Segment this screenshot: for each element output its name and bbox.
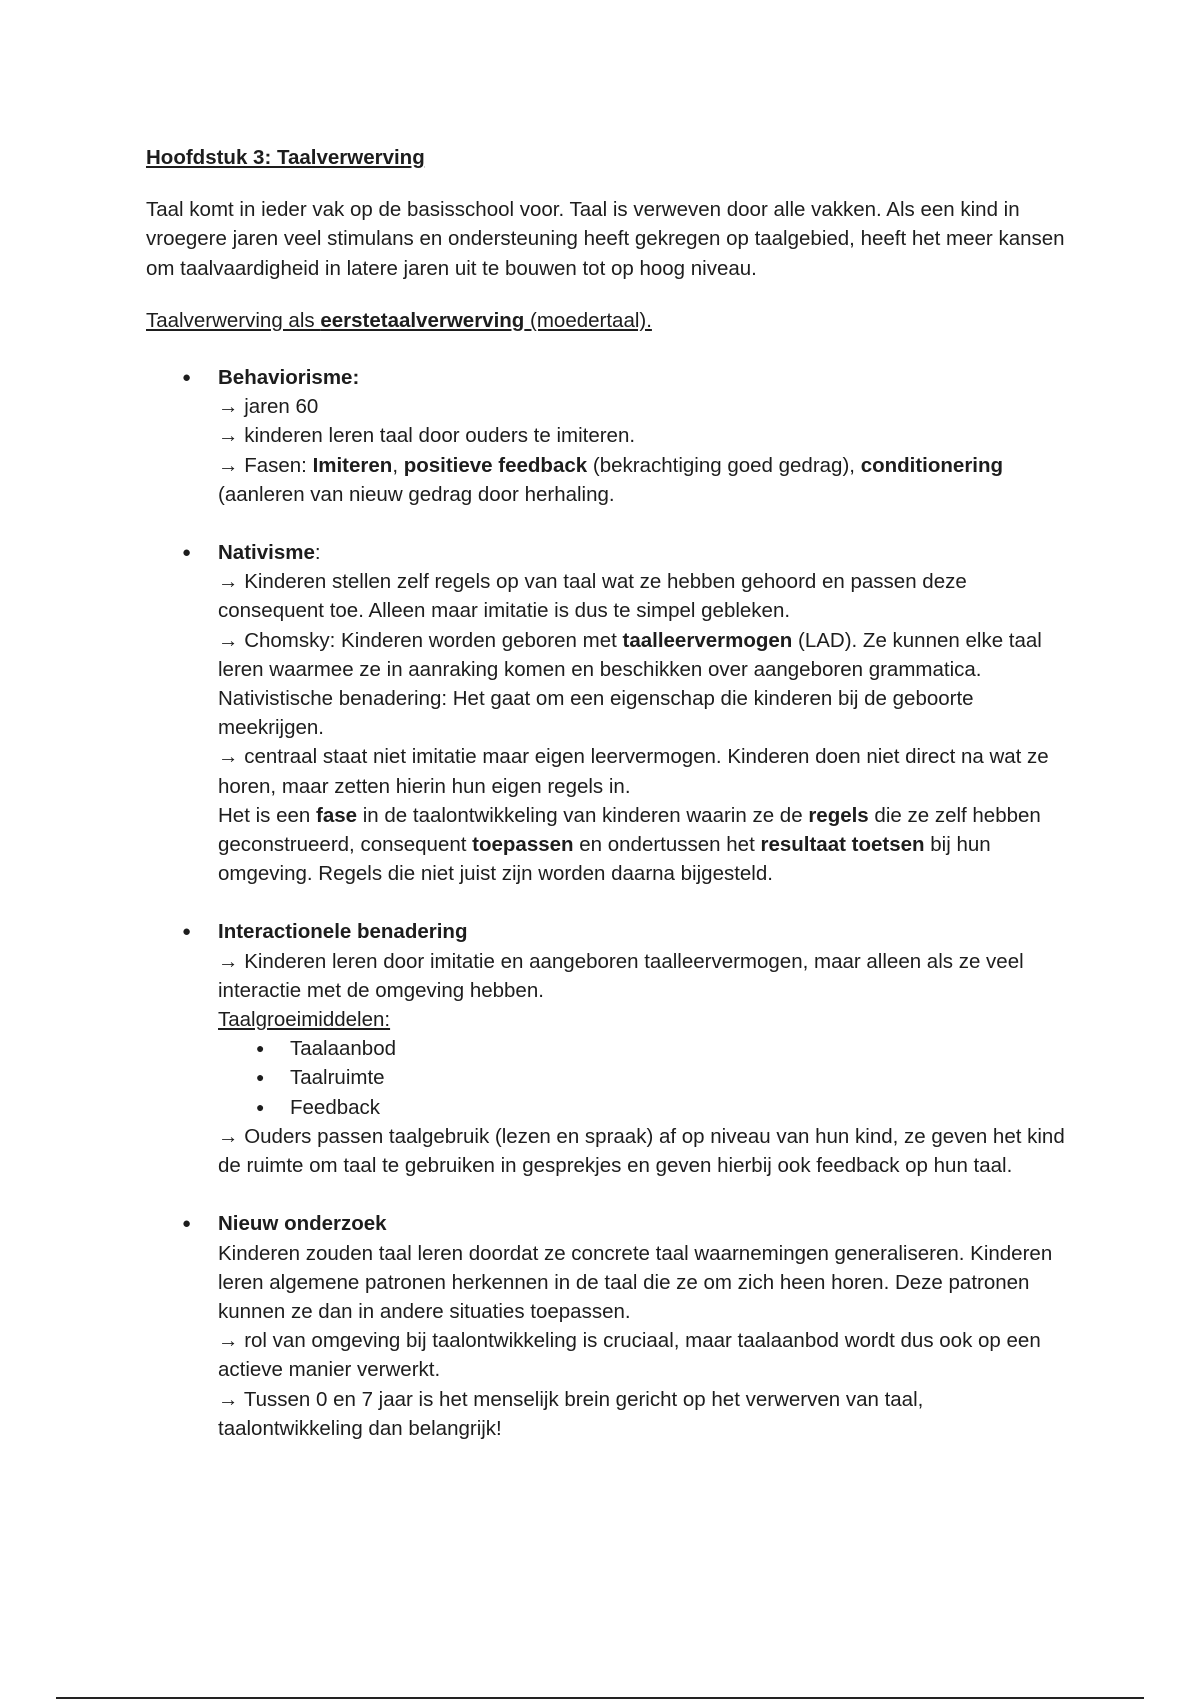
bold-term: toepassen xyxy=(472,833,574,857)
text-run: , xyxy=(392,453,404,477)
text-run: bij hun omgeving. Regels die niet juist zijn worden daarna bijgesteld. xyxy=(218,833,991,886)
nativisme-para-2 xyxy=(218,626,1066,684)
interactioneel-title: ● Interactionele benadering xyxy=(218,920,468,944)
document-page xyxy=(146,143,1066,1472)
bold-term: taalleervermogen xyxy=(622,628,793,652)
bold-term: conditionering xyxy=(860,453,1004,477)
text-run: (aanleren van nieuw gedrag door herhaling. xyxy=(218,482,615,506)
bold-term: regels xyxy=(808,803,869,827)
text-run: → Fasen: xyxy=(218,453,313,477)
bold-term: positieve feedback xyxy=(403,453,588,477)
nieuw-para-2: → rol van omgeving bij taalontwikkeling is cruciaal, maar taalaanbod wordt dus ook op een actieve manier verwerkt. xyxy=(218,1329,1041,1382)
subhead-post: (moedertaal). xyxy=(524,308,652,332)
list-item-behaviorisme xyxy=(146,363,1066,509)
subhead-bold: eerstetaalverwerving xyxy=(320,308,525,332)
text-run: in de taalontwikkeling van kinderen waarin ze de xyxy=(357,803,809,827)
text-run: en ondertussen het xyxy=(573,833,761,857)
nativisme-title: Nativisme xyxy=(218,541,315,565)
page-title: Hoofdstuk 3: Taalverwerving xyxy=(146,146,425,169)
intro-paragraph: Taal komt in ieder vak op de basisschool voor. Taal is verweven door alle vakken. Als een kind in vroegere jaren veel stimulans en ondersteuning heeft gekregen op taalgebied, heeft het meer kansen om taalvaardigheid in latere jaren uit te bouwen tot op hoog niveau. xyxy=(146,198,1065,280)
nieuw-para-1: Kinderen zouden taal leren doordat ze concrete taal waarnemingen generaliseren. Kinderen leren algemene patronen herkennen in de taal die ze om zich heen horen. Deze patronen kunnen ze dan in andere situaties toepassen. xyxy=(218,1241,1053,1323)
behaviorisme-line-3 xyxy=(218,451,1066,509)
taalgroeimiddelen-list xyxy=(218,1034,1066,1122)
list-item-nativisme xyxy=(146,538,1066,888)
nativisme-para-4: → centraal staat niet imitatie maar eigen leervermogen. Kinderen doen niet direct na wat ze horen, maar zetten hierin hun eigen regels in. xyxy=(218,745,1049,798)
behaviorisme-title: ● Behaviorisme: xyxy=(218,366,360,390)
interactioneel-para-2: → Ouders passen taalgebruik (lezen en spraak) af op niveau van hun kind, ze geven het kind de ruimte om taal te gebruiken in gesprekjes en geven hierbij ook feedback op hun taal. xyxy=(218,1124,1065,1178)
subhead-pre: Taalverwerving als xyxy=(146,308,321,332)
nieuw-para-3: → Tussen 0 en 7 jaar is het menselijk brein gericht op het verwerven van taal, taalontwikkeling dan belangrijk! xyxy=(218,1387,924,1440)
behaviorisme-line-1: → jaren 60 xyxy=(218,395,319,419)
text-run: Het is een xyxy=(218,803,316,827)
text-run: (bekrachtiging goed gedrag), xyxy=(587,453,861,477)
list-item-nieuw-onderzoek xyxy=(146,1209,1066,1443)
behaviorisme-line-2: → kinderen leren taal door ouders te imiteren. xyxy=(218,424,636,448)
nativisme-para-5 xyxy=(218,801,1066,889)
text-run: : xyxy=(314,541,321,565)
interactioneel-para-1: → Kinderen leren door imitatie en aangeboren taalleervermogen, maar alleen als ze veel interactie met de omgeving hebben. xyxy=(218,949,1024,1002)
bold-term: fase xyxy=(316,803,358,827)
nativisme-heading xyxy=(218,538,1066,567)
section-subheading xyxy=(146,306,1066,335)
nativisme-para-1: → Kinderen stellen zelf regels op van taal wat ze hebben gehoord en passen deze consequent toe. Alleen maar imitatie is dus te simpel gebleken. xyxy=(218,570,967,623)
nieuw-title: ● Nieuw onderzoek xyxy=(218,1212,387,1236)
bold-term: resultaat toetsen xyxy=(760,833,925,857)
footer-divider xyxy=(56,1697,1144,1699)
text-run: → Chomsky: Kinderen worden geboren met xyxy=(218,628,623,652)
text-run: die ze zelf hebben geconstrueerd, consequent xyxy=(218,803,1041,857)
sub-list-item: ● Taalaanbod xyxy=(218,1034,1066,1063)
taalgroeimiddelen-label: Taalgroeimiddelen: xyxy=(218,1008,391,1032)
bold-term: Imiteren xyxy=(312,453,393,477)
sub-list-item: ● Taalruimte xyxy=(218,1063,1066,1092)
list-item-interactioneel xyxy=(146,917,1066,1180)
nativisme-para-3: Nativistische benadering: Het gaat om een eigenschap die kinderen bij de geboorte meekrijgen. xyxy=(218,687,974,740)
sub-list-item: ● Feedback xyxy=(218,1093,1066,1122)
text-run: (LAD). Ze kunnen elke taal leren waarmee ze in aanraking komen en beschikken over aangeboren grammatica. xyxy=(218,628,1042,681)
theory-list xyxy=(146,363,1066,1443)
